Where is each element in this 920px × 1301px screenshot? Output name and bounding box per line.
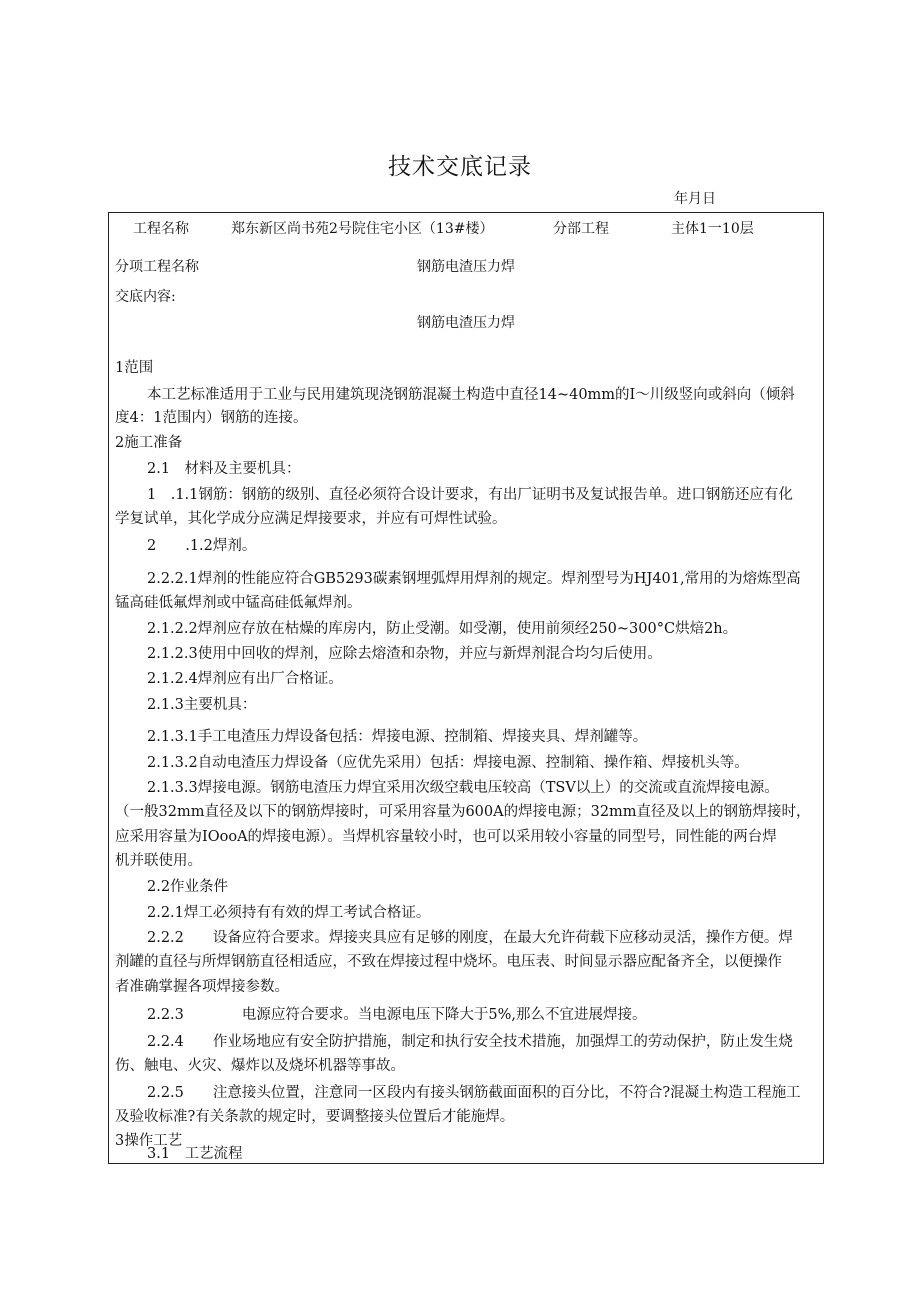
paragraph-line: 1 .1.1钢筋：钢筋的级别、直径必须符合设计要求，有出厂证明书及复试报告单。进口钢筋还应有化 [147, 487, 793, 503]
paragraph-line: 剂罐的直径与所焊钢筋直径相适应，不致在焊接过程中烧坏。电压表、时间显示器应配备齐全，以便操作 [115, 954, 782, 970]
paragraph-line: 2 .1.2焊剂。 [147, 538, 257, 554]
subproject-value: 钢筋电渣压力焊 [417, 259, 515, 275]
project-name-value: 郑东新区尚书苑2号院住宅小区（13#楼） [231, 221, 494, 237]
paragraph-line: 及验收标准?有关条款的规定时，要调整接头位置后才能施焊。 [115, 1109, 515, 1125]
paragraph-line: 2.2.5 注意接头位置，注意同一区段内有接头钢筋截面面积的百分比，不符合?混凝土构造工程施工 [147, 1085, 801, 1101]
section-heading: 1范围 [115, 360, 154, 376]
division-label: 分部工程 [553, 221, 609, 237]
paragraph-line: 机并联使用。 [115, 853, 202, 869]
paragraph-line: 2.1.2.3使用中回收的焊剂，应除去熔渣和杂物，并应与新焊剂混合均匀后使用。 [147, 646, 662, 662]
project-name-label: 工程名称 [133, 221, 189, 237]
paragraph-line: 2.2.4 作业场地应有安全防护措施，制定和执行安全技术措施，加强焊工的劳动保护，防止发生烧 [147, 1034, 793, 1050]
document-title: 技术交底记录 [388, 154, 532, 180]
paragraph-line: 2.2.3 电源应符合要求。当电源电压下降大于5%,那么不宜进展焊接。 [147, 1007, 647, 1023]
subproject-label: 分项工程名称 [115, 259, 199, 275]
paragraph-line: 2.1.3.1手工电渣压力焊设备包括：焊接电源、控制箱、焊接夹具、焊剂罐等。 [147, 729, 648, 745]
section-heading: 3.1 工艺流程 [147, 1146, 243, 1162]
paragraph-line: 2.1.2.4焊剂应有出厂合格证。 [147, 671, 343, 687]
section-heading: 2.2作业条件 [147, 879, 229, 895]
paragraph-line: 2.2.2.1焊剂的性能应符合GB5293碳素钢埋弧焊用焊剂的规定。焊剂型号为HJ401,常用的为熔炼型高 [147, 571, 801, 587]
date-label: 年月日 [674, 191, 716, 207]
paragraph-line: 2.1.2.2焊剂应存放在枯燥的库房内，防止受潮。如受潮，使用前须经250~300°C烘焙2h。 [147, 621, 738, 637]
record-table [108, 212, 824, 1164]
content-label: 交底内容: [115, 289, 176, 305]
paragraph-line: 2.2.2 设备应符合要求。焊接夹具应有足够的刚度，在最大允许荷载下应移动灵活，操作方便。焊 [147, 930, 793, 946]
paragraph-line: 本工艺标准适用于工业与民用建筑现浇钢筋混凝土构造中直径14~40mm的I～川级竖向或斜向（倾斜 [147, 387, 795, 403]
paragraph-line: 2.1.3主要机具： [147, 697, 257, 713]
content-title: 钢筋电渣压力焊 [417, 315, 515, 331]
paragraph-line: 2.2.1焊工必须持有有效的焊工考试合格证。 [147, 905, 431, 921]
paragraph-line: 伤、触电、火灾、爆炸以及烧坏机器等事故。 [115, 1058, 405, 1074]
paragraph-line: 应采用容量为IOooA的焊接电源）。当焊机容量较小时，也可以采用较小容量的同型号，同性能的两台焊 [115, 829, 777, 845]
section-heading: 2施工准备 [115, 435, 183, 451]
paragraph-line: 2.1.3.3焊接电源。钢筋电渣压力焊宜采用次级空载电压较高（TSV以上）的交流或直流焊接电源。 [147, 780, 779, 796]
section-heading: 3操作工艺 [115, 1133, 183, 1149]
paragraph-line: 者准确掌握各项焊接参数。 [115, 979, 289, 995]
paragraph-line: 学复试单，其化学成分应满足焊接要求，并应有可焊性试验。 [115, 511, 507, 527]
division-value: 主体1一10层 [671, 221, 754, 237]
paragraph-line: 2.1 材料及主要机具： [147, 461, 301, 477]
paragraph-line: 2.1.3.2自动电渣压力焊设备（应优先采用）包括：焊接电源、控制箱、操作箱、焊接机头等。 [147, 755, 749, 771]
paragraph-line: 锰高硅低氟焊剂或中锰高硅低氟焊剂。 [115, 595, 362, 611]
paragraph-line: （一般32mm直径及以下的钢筋焊接时，可采用容量为600A的焊接电源；32mm直径及以上的钢筋焊接时， [115, 804, 811, 820]
paragraph-line: 度4：1范围内）钢筋的连接。 [115, 410, 308, 426]
